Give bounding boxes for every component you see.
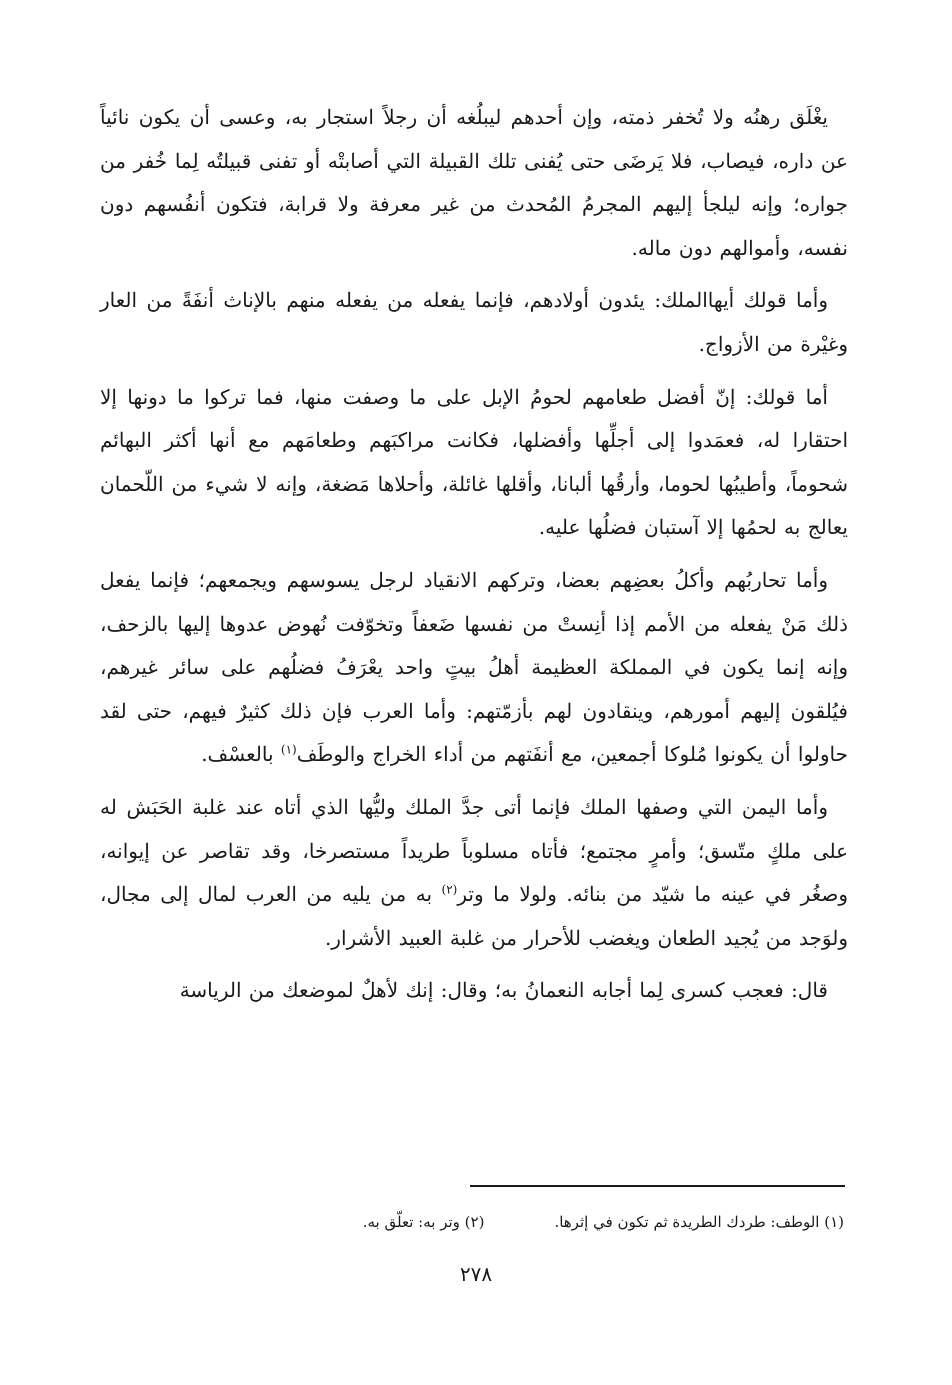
- paragraph-tail: به من يليه من العرب لمال إلى مجال، ولوَجد من يُجيد الطعان ويغضب للأحرار من غلبة العبيد الأشرار.: [100, 882, 848, 950]
- paragraph-text: وأما تحاربُهم وأكلُ بعضِهم بعضا، وتركهم الانقياد لرجل يسوسهم ويجمعهم؛ فإنما يفعل ذلك مَنْ يفعله من الأمم إذا أنِستْ من نفسها ضَعفاً وتخوّفت نُهوض عدوها إليها بالزحف، وإنه إنما يكون في المملكة العظيمة أهلُ بيتٍ واحد يعْرَفُ فضلُهم على سائر غيرهم، فيُلقون إليهم أمورهم، وينقادون لهم بأزمّتهم: وأما العرب فإن ذلك كثيرٌ فيهم، حتى لقد حاولوا أن يكونوا مُلوكا أجمعين، مع أنفَتهم من أداء الخراج والوطَف: [100, 567, 848, 767]
- paragraph-text: أما قولك: إنّ أفضل طعامهم لحومُ الإبل على ما وصفت منها، فما تركوا ما دونها إلا احتقارا له، فعمَدوا إلى أجلِّها وأفضلها، فكانت مراكبَهم وطعامَهم مع أنها أكثر البهائم شحوماً، وأطيبُها لحوما، وأرقُها ألبانا، وأقلها غائلة، وأحلاها مَضغة، وإنه لا شيء من اللّحمان يعالج به لحمُها إلا آستبان فضلُها عليه.: [100, 384, 848, 540]
- footnotes: [363, 1213, 844, 1231]
- paragraph-text: وأما اليمن التي وصفها الملك فإنما أتى جدَّ الملك وليُّها الذي أتاه عند غلبة الحَبَش له على ملكٍ متّسق؛ وأمرٍ مجتمع؛ فأتاه مسلوباً طريداً مستصرخا، وقد تقاصر عن إيوانه، وصغُر في عينه ما شيّد من بنائه. ولولا ما وتر: [100, 794, 849, 907]
- main-text: [100, 96, 848, 1022]
- page-number: ٢٧٨: [459, 1262, 493, 1286]
- paragraph-text: قال: فعجب كسرى لِما أجابه النعمانُ به؛ وقال: إنك لأهلٌ لموضعك من الرياسة: [179, 978, 828, 1003]
- paragraph: [100, 279, 848, 366]
- footnote-marker: (٢): [441, 882, 458, 897]
- paragraph: [100, 559, 848, 777]
- paragraph: [100, 96, 848, 270]
- paragraph-text: وأما قولك أيهاالملك: يئدون أولادهم، فإنما يفعله من يفعله منهم بالإناث أنفَةً من العار وغيْرة من الأزواج.: [100, 288, 848, 356]
- footnote-1: (١) الوطف: طردك الطريدة ثم تكون في إثرها.: [554, 1213, 844, 1231]
- footnote-marker: (١): [280, 742, 297, 757]
- paragraph: [100, 376, 848, 550]
- paragraph: [100, 786, 848, 960]
- paragraph-text: يغْلَق رهنُه ولا تُخفر ذمته، وإن أحدهم ليبلُغه أن رجلاً استجار به، وعسى أن يكون نائياً عن داره، فيصاب، فلا يَرضَى حتى يُفنى تلك القبيلة التي أصابتْه أو تفنى قبيلتُه لِما خُفر من جواره؛ وإنه ليلجأ إليهم المجرمُ المُحدث من غير معرفة ولا قرابة، فتكون أنفُسهم دون نفسه، وأموالهم دون ماله.: [100, 105, 848, 260]
- footnote-separator: [470, 1185, 845, 1187]
- paragraph-tail: بالعسْف.: [201, 742, 281, 767]
- paragraph: [100, 969, 848, 1013]
- footnote-2: (٢) وتر به: تعلّق به.: [362, 1213, 485, 1231]
